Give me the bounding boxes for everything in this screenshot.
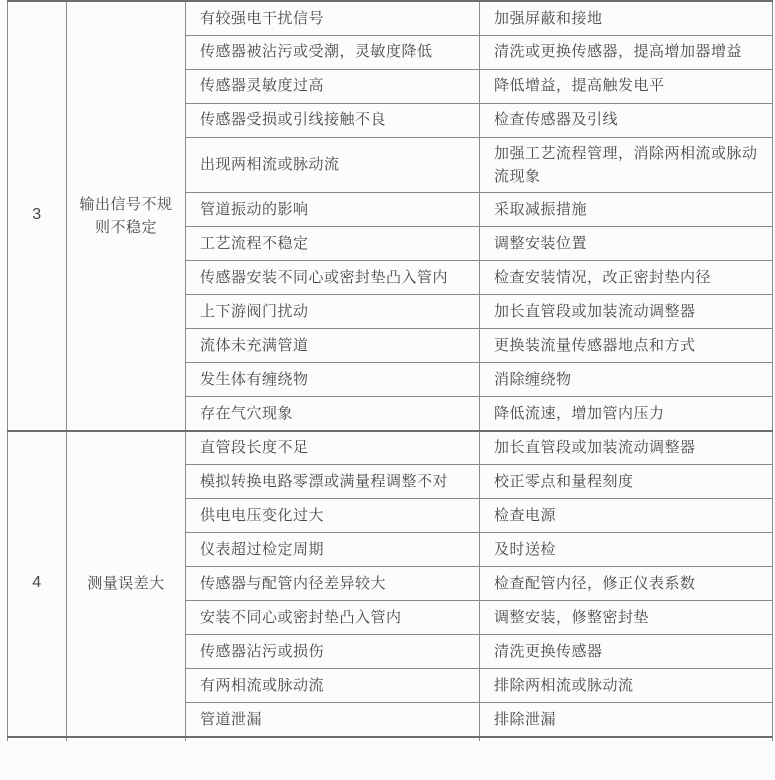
cause-cell: 传感器灵敏度过高 bbox=[186, 69, 480, 103]
solution-cell: 加强工艺流程管理，消除两相流或脉动流现象 bbox=[480, 137, 773, 193]
solution-cell: 检查安装情况，改正密封垫内径 bbox=[480, 261, 773, 295]
solution-cell: 检查电源 bbox=[480, 499, 773, 533]
cause-cell: 传感器被沾污或受潮，灵敏度降低 bbox=[186, 35, 480, 69]
cause-cell: 上下游阀门扰动 bbox=[186, 295, 480, 329]
solution-cell: 更换装流量传感器地点和方式 bbox=[480, 329, 773, 363]
cause-cell: 发生体有缠绕物 bbox=[186, 363, 480, 397]
cause-cell: 出现两相流或脉动流 bbox=[186, 137, 480, 193]
solution-cell: 及时送检 bbox=[480, 533, 773, 567]
cutoff-cell bbox=[480, 737, 773, 741]
cause-cell: 直管段长度不足 bbox=[186, 431, 480, 465]
fault-troubleshooting-table bbox=[7, 0, 773, 741]
solution-cell: 加长直管段或加装流动调整器 bbox=[480, 431, 773, 465]
cause-cell: 传感器受损或引线接触不良 bbox=[186, 103, 480, 137]
cutoff-cell bbox=[8, 737, 67, 741]
solution-cell: 加强屏蔽和接地 bbox=[480, 1, 773, 35]
cause-cell: 有两相流或脉动流 bbox=[186, 669, 480, 703]
cutoff-cell bbox=[186, 737, 480, 741]
solution-cell: 检查配管内径，修正仪表系数 bbox=[480, 567, 773, 601]
solution-cell: 降低增益，提高触发电平 bbox=[480, 69, 773, 103]
solution-cell: 检查传感器及引线 bbox=[480, 103, 773, 137]
solution-cell: 清洗更换传感器 bbox=[480, 635, 773, 669]
cause-cell: 流体未充满管道 bbox=[186, 329, 480, 363]
section-number-cell: 3 bbox=[8, 1, 67, 431]
cause-cell: 工艺流程不稳定 bbox=[186, 227, 480, 261]
solution-cell: 校正零点和量程刻度 bbox=[480, 465, 773, 499]
cutoff-cell bbox=[67, 737, 186, 741]
section-category-cell: 测量误差大 bbox=[67, 431, 186, 737]
cause-cell: 传感器沾污或损伤 bbox=[186, 635, 480, 669]
solution-cell: 采取减振措施 bbox=[480, 193, 773, 227]
cause-cell: 传感器与配管内径差异较大 bbox=[186, 567, 480, 601]
cause-cell: 供电电压变化过大 bbox=[186, 499, 480, 533]
section-number-cell: 4 bbox=[8, 431, 67, 737]
solution-cell: 消除缠绕物 bbox=[480, 363, 773, 397]
cause-cell: 仪表超过检定周期 bbox=[186, 533, 480, 567]
cause-cell: 安装不同心或密封垫凸入管内 bbox=[186, 601, 480, 635]
solution-cell: 排除两相流或脉动流 bbox=[480, 669, 773, 703]
solution-cell: 降低流速，增加管内压力 bbox=[480, 397, 773, 431]
fault-table-body bbox=[8, 1, 773, 741]
cause-cell: 传感器安装不同心或密封垫凸入管内 bbox=[186, 261, 480, 295]
table-row bbox=[8, 431, 773, 465]
solution-cell: 排除泄漏 bbox=[480, 703, 773, 737]
cause-cell: 存在气穴现象 bbox=[186, 397, 480, 431]
cause-cell: 模拟转换电路零漂或满量程调整不对 bbox=[186, 465, 480, 499]
solution-cell: 调整安装，修整密封垫 bbox=[480, 601, 773, 635]
section-category-cell: 输出信号不规则不稳定 bbox=[67, 1, 186, 431]
solution-cell: 加长直管段或加装流动调整器 bbox=[480, 295, 773, 329]
cause-cell: 有较强电干扰信号 bbox=[186, 1, 480, 35]
solution-cell: 清洗或更换传感器，提高增加器增益 bbox=[480, 35, 773, 69]
solution-cell: 调整安装位置 bbox=[480, 227, 773, 261]
cutoff-next-section-row bbox=[8, 737, 773, 741]
table-row bbox=[8, 1, 773, 35]
cause-cell: 管道泄漏 bbox=[186, 703, 480, 737]
cause-cell: 管道振动的影响 bbox=[186, 193, 480, 227]
